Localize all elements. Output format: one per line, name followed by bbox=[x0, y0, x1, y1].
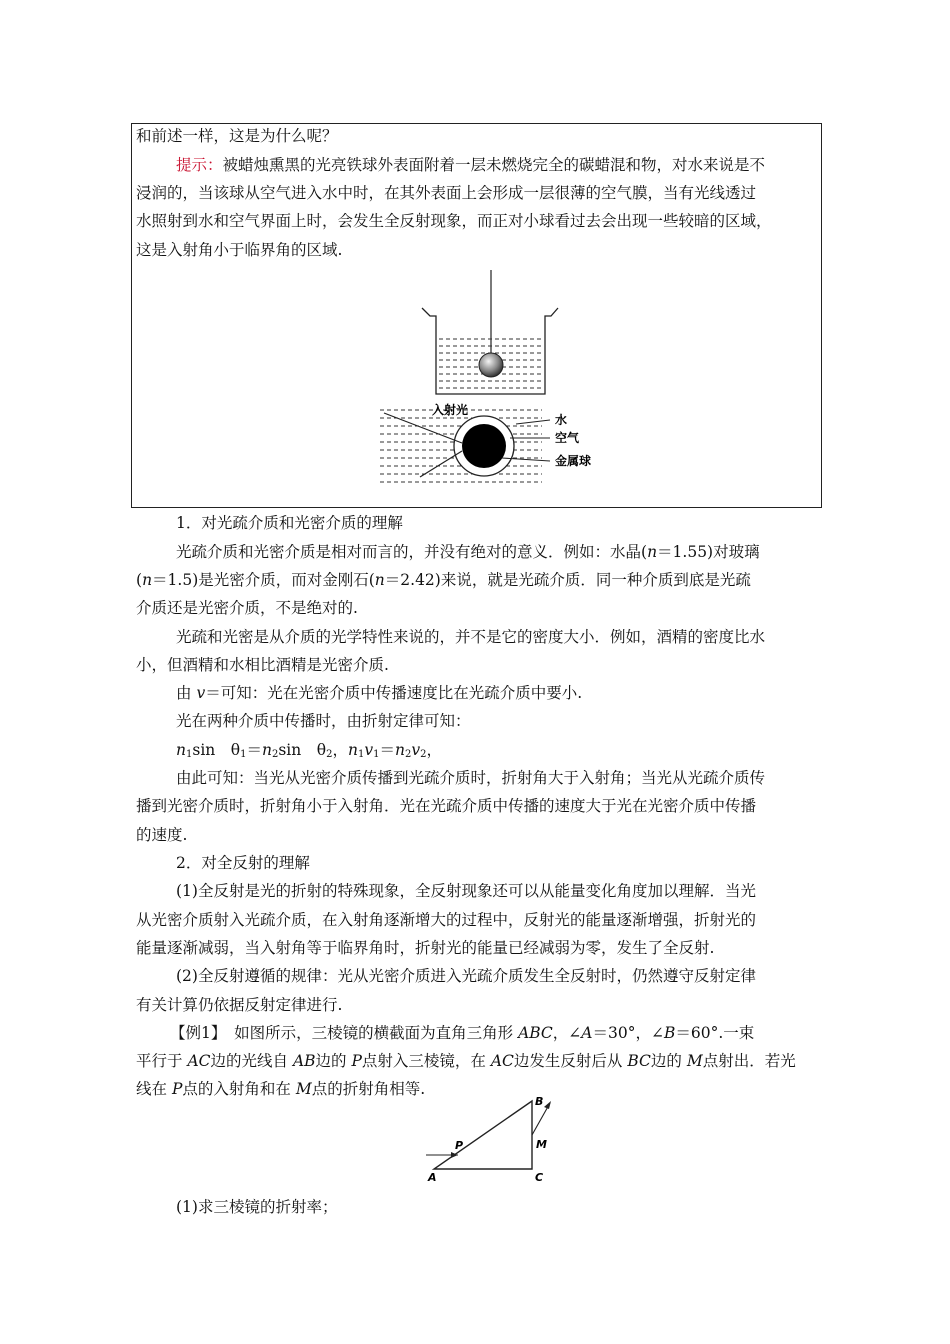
s2-p1-line1: (1)全反射是光的折射的特殊现象，全反射现象还可以从能量变化角度加以理解．当光 bbox=[176, 882, 756, 900]
var: P bbox=[351, 1052, 362, 1070]
var-v: v bbox=[411, 741, 421, 759]
text: 如图所示，三棱镜的横截面为直角三角形 bbox=[218, 1024, 519, 1042]
var-n: n bbox=[374, 571, 385, 589]
ball-label: 金属球 bbox=[555, 454, 592, 468]
s1-p1-line1 bbox=[176, 542, 760, 562]
s1-p4: 光在两种介质中传播时，由折射定律可知： bbox=[176, 712, 471, 730]
sub-2: 2 bbox=[326, 749, 333, 760]
example-tag: 【例1】 bbox=[170, 1024, 219, 1042]
label-P: P bbox=[455, 1139, 464, 1152]
text: ，∠ bbox=[552, 1024, 582, 1042]
section2-heading: 2．对全反射的理解 bbox=[176, 854, 310, 872]
text: 边发生反射后从 bbox=[513, 1052, 628, 1070]
text: ＝30°，∠ bbox=[592, 1024, 664, 1042]
metal-ball-section bbox=[462, 424, 506, 468]
text: 边的 bbox=[650, 1052, 687, 1070]
var: B bbox=[663, 1024, 676, 1042]
var: P bbox=[171, 1080, 183, 1098]
s2-p1-line2: 从光密介质射入光疏介质，在入射角逐渐增大的过程中，反射光的能量逐渐增强，折射光的 bbox=[136, 911, 757, 929]
var-n: n bbox=[394, 741, 405, 759]
var-n: n bbox=[347, 741, 358, 759]
hint-label: 提示： bbox=[176, 156, 223, 174]
text: ( bbox=[136, 571, 143, 589]
var: AC bbox=[187, 1052, 211, 1070]
section1-heading: 1．对光疏介质和光密介质的理解 bbox=[176, 514, 403, 532]
var: AC bbox=[490, 1052, 514, 1070]
var-n: n bbox=[261, 741, 272, 759]
s1-p2-line2: 小，但酒精和水相比酒精是光密介质. bbox=[136, 656, 389, 674]
text: 点的折射角相等. bbox=[311, 1080, 426, 1098]
text: sin θ bbox=[278, 741, 327, 759]
var: BC bbox=[627, 1052, 651, 1070]
text: 边的光线自 bbox=[210, 1052, 293, 1070]
example-line-2 bbox=[136, 1051, 796, 1071]
text: 点的入射角和在 bbox=[182, 1080, 296, 1098]
sub-1: 1 bbox=[240, 749, 247, 760]
text: 点射入三棱镜，在 bbox=[361, 1052, 491, 1070]
incident-light-label: 入射光 bbox=[432, 403, 469, 417]
sub-2: 2 bbox=[420, 749, 427, 760]
var-v: v bbox=[196, 684, 206, 702]
s1-p5-line2: 播到光密介质时，折射角小于入射角．光在光疏介质中传播的速度大于光在光密介质中传播 bbox=[136, 797, 757, 815]
incident-ray-2 bbox=[420, 451, 462, 477]
prism-triangle bbox=[434, 1101, 532, 1169]
var: ABC bbox=[518, 1024, 553, 1042]
var: M bbox=[686, 1052, 703, 1070]
text: 由 bbox=[176, 684, 197, 702]
air-label: 空气 bbox=[555, 431, 580, 445]
text: ， bbox=[332, 741, 348, 759]
var: M bbox=[295, 1080, 312, 1098]
hint-line-4: 这是入射角小于临界角的区域. bbox=[136, 241, 343, 259]
sub-1: 1 bbox=[357, 749, 365, 760]
text: 平行于 bbox=[136, 1052, 188, 1070]
text: sin θ bbox=[192, 741, 241, 759]
pointer-water bbox=[516, 420, 550, 424]
text: ＝1.55)对玻璃 bbox=[657, 543, 760, 561]
prism-figure bbox=[420, 1095, 560, 1187]
s1-equation bbox=[176, 740, 442, 760]
text: 边的 bbox=[315, 1052, 352, 1070]
text: ＝可知：光在光密介质中传播速度比在光疏介质中要小. bbox=[205, 684, 583, 702]
beaker-figure bbox=[370, 268, 610, 496]
sub-1: 1 bbox=[185, 749, 193, 760]
hint-line-1 bbox=[176, 155, 765, 175]
s1-p5-line1: 由此可知：当光从光密介质传播到光疏介质时，折射角大于入射角；当光从光疏介质传 bbox=[176, 769, 766, 787]
sub-2: 2 bbox=[404, 749, 412, 760]
label-A: A bbox=[428, 1171, 437, 1184]
water-label: 水 bbox=[555, 413, 568, 427]
var-n: n bbox=[176, 741, 186, 759]
box-line-1: 和前述一样，这是为什么呢？ bbox=[136, 127, 338, 145]
var: AB bbox=[292, 1052, 316, 1070]
var-n: n bbox=[142, 571, 153, 589]
text: ＝1.5)是光密介质，而对金刚石( bbox=[152, 571, 375, 589]
sub-1: 1 bbox=[373, 749, 380, 760]
metal-ball bbox=[479, 353, 503, 377]
s1-p1-line2 bbox=[136, 570, 751, 590]
sub-2: 2 bbox=[271, 749, 279, 760]
text: ＝2.42)来说，就是光疏介质．同一种介质到底是光疏 bbox=[384, 571, 751, 589]
example-line-1 bbox=[170, 1023, 754, 1043]
s1-p5-line3: 的速度. bbox=[136, 826, 188, 844]
exit-arrowhead bbox=[544, 1101, 551, 1109]
text: ＝60°.一束 bbox=[675, 1024, 755, 1042]
example-line-3 bbox=[136, 1079, 425, 1099]
s1-p2-line1: 光疏和光密是从介质的光学特性来说的，并不是它的密度大小．例如，酒精的密度比水 bbox=[176, 628, 766, 646]
s2-p2-line1: (2)全反射遵循的规律：光从光密介质进入光疏介质发生全反射时，仍然遵守反射定律 bbox=[176, 967, 756, 985]
var: A bbox=[581, 1024, 593, 1042]
var-n: n bbox=[647, 543, 658, 561]
label-M: M bbox=[536, 1138, 547, 1151]
hint-text-1: 被蜡烛熏黑的光亮铁球外表面附着一层未燃烧完全的碳蜡混和物，对水来说是不 bbox=[222, 156, 766, 174]
text: 点射出．若光 bbox=[702, 1052, 796, 1070]
text: ＝ bbox=[379, 741, 395, 759]
question-1: (1)求三棱镜的折射率； bbox=[176, 1198, 338, 1216]
text: ， bbox=[426, 741, 442, 759]
text: 线在 bbox=[136, 1080, 172, 1098]
s2-p2-line2: 有关计算仍依据反射定律进行. bbox=[136, 996, 343, 1014]
s2-p1-line3: 能量逐渐减弱，当入射角等于临界角时，折射光的能量已经减弱为零，发生了全反射. bbox=[136, 939, 715, 957]
var-v: v bbox=[364, 741, 374, 759]
hint-line-2: 浸润的，当该球从空气进入水中时，在其外表面上会形成一层很薄的空气膜，当有光线透过 bbox=[136, 184, 757, 202]
text: ＝ bbox=[246, 741, 262, 759]
label-C: C bbox=[535, 1171, 544, 1184]
hint-line-3: 水照射到水和空气界面上时，会发生全反射现象，而正对小球看过去会出现一些较暗的区域， bbox=[136, 212, 772, 230]
s1-p1-line3: 介质还是光密介质，不是绝对的. bbox=[136, 599, 358, 617]
label-B: B bbox=[535, 1095, 544, 1108]
text: 光疏介质和光密介质是相对而言的，并没有绝对的意义．例如：水晶( bbox=[176, 543, 648, 561]
s1-p3 bbox=[176, 683, 582, 703]
